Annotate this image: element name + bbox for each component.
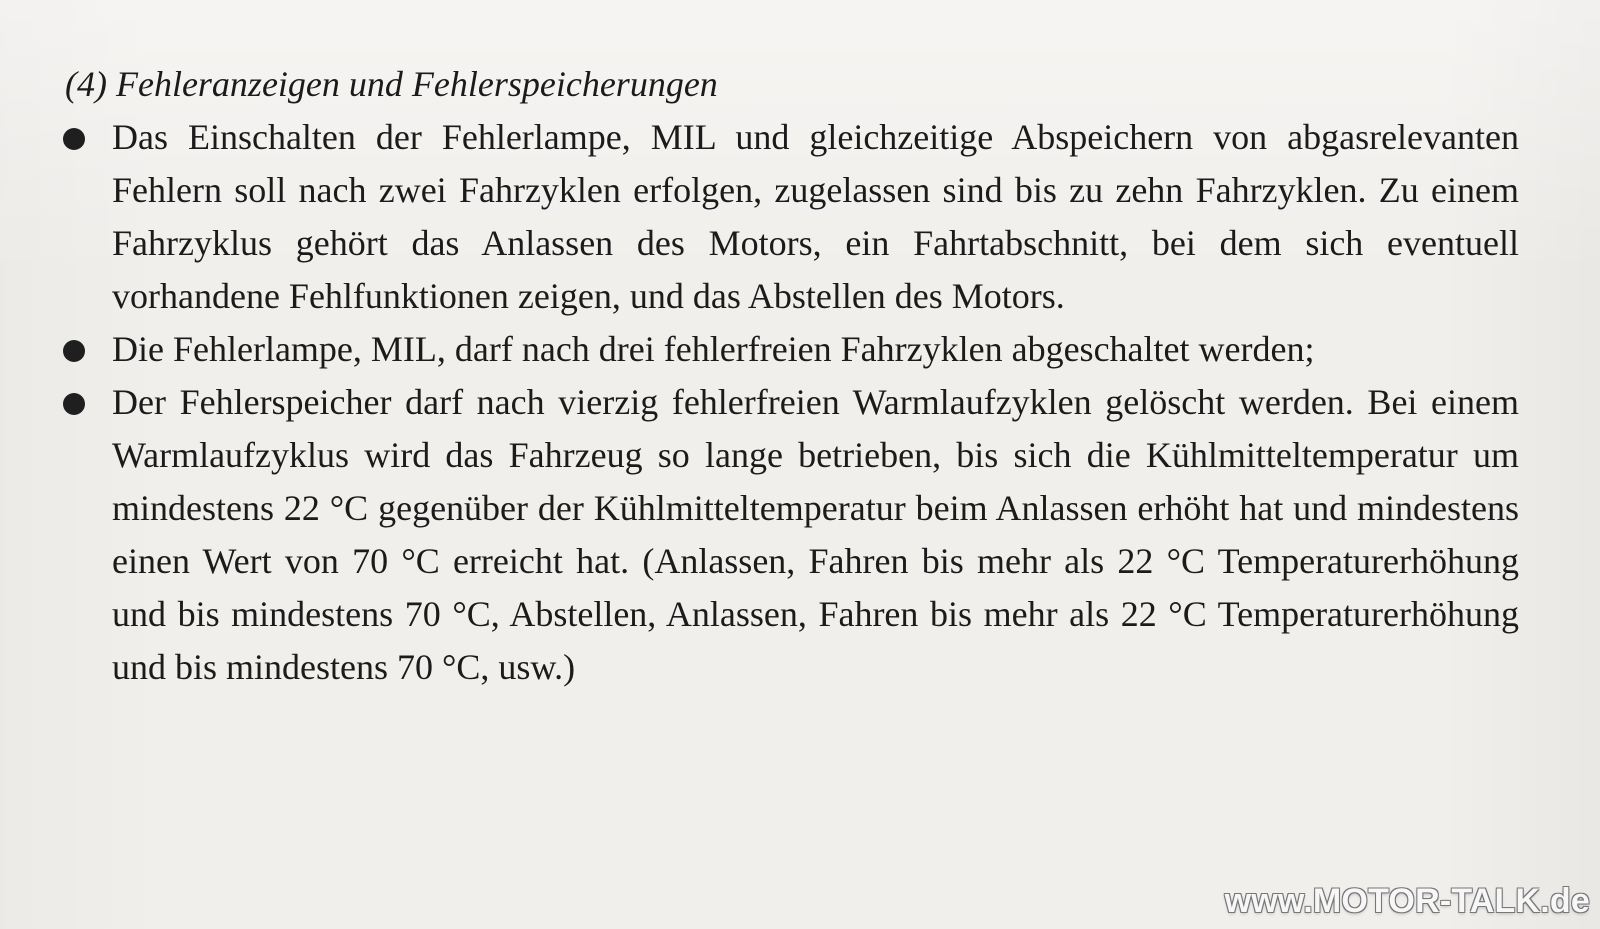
section-heading: (4) Fehleranzeigen und Fehlerspeicherungen [65,64,718,104]
bullet-text: Der Fehlerspeicher darf nach vierzig fehlerfreien Warmlaufzyklen gelöscht werden. Bei einem Warmlaufzyklus wird das Fahrzeug so lange betrieben, bis sich die Kühlmitteltemperatur um mindestens 22 °C gegenüber der Kühlmitteltemperatur beim Anlassen erhöht hat und mindestens einen Wert von 70 °C erreicht hat. (Anlassen, Fahren bis mehr als 22 °C Temperaturerhöhung und bis mindestens 70 °C, Abstellen, Anlassen, Fahren bis mehr als 22 °C Temperaturerhöhung und bis mindestens 70 °C, usw.) [112,382,1519,687]
bullet-item [63,111,1519,323]
bullet-icon [63,128,85,150]
bullet-text: Die Fehlerlampe, MIL, darf nach drei fehlerfreien Fahrzyklen abgeschaltet werden; [112,329,1315,369]
bullet-item [63,323,1519,376]
bullet-item [63,376,1519,694]
watermark: www.MOTOR-TALK.de [1224,882,1590,920]
bullet-list [63,111,1519,694]
bullet-text: Das Einschalten der Fehlerlampe, MIL und gleichzeitige Abspeichern von abgasrelevanten Fehlern soll nach zwei Fahrzyklen erfolgen, zugelassen sind bis zu zehn Fahrzyklen. Zu einem Fahrzyklus gehört das Anlassen des Motors, ein Fahrtabschnitt, bei dem sich eventuell vorhandene Fehlfunktionen zeigen, und das Abstellen des Motors. [112,117,1519,316]
bullet-icon [63,340,85,362]
bullet-icon [63,393,85,415]
